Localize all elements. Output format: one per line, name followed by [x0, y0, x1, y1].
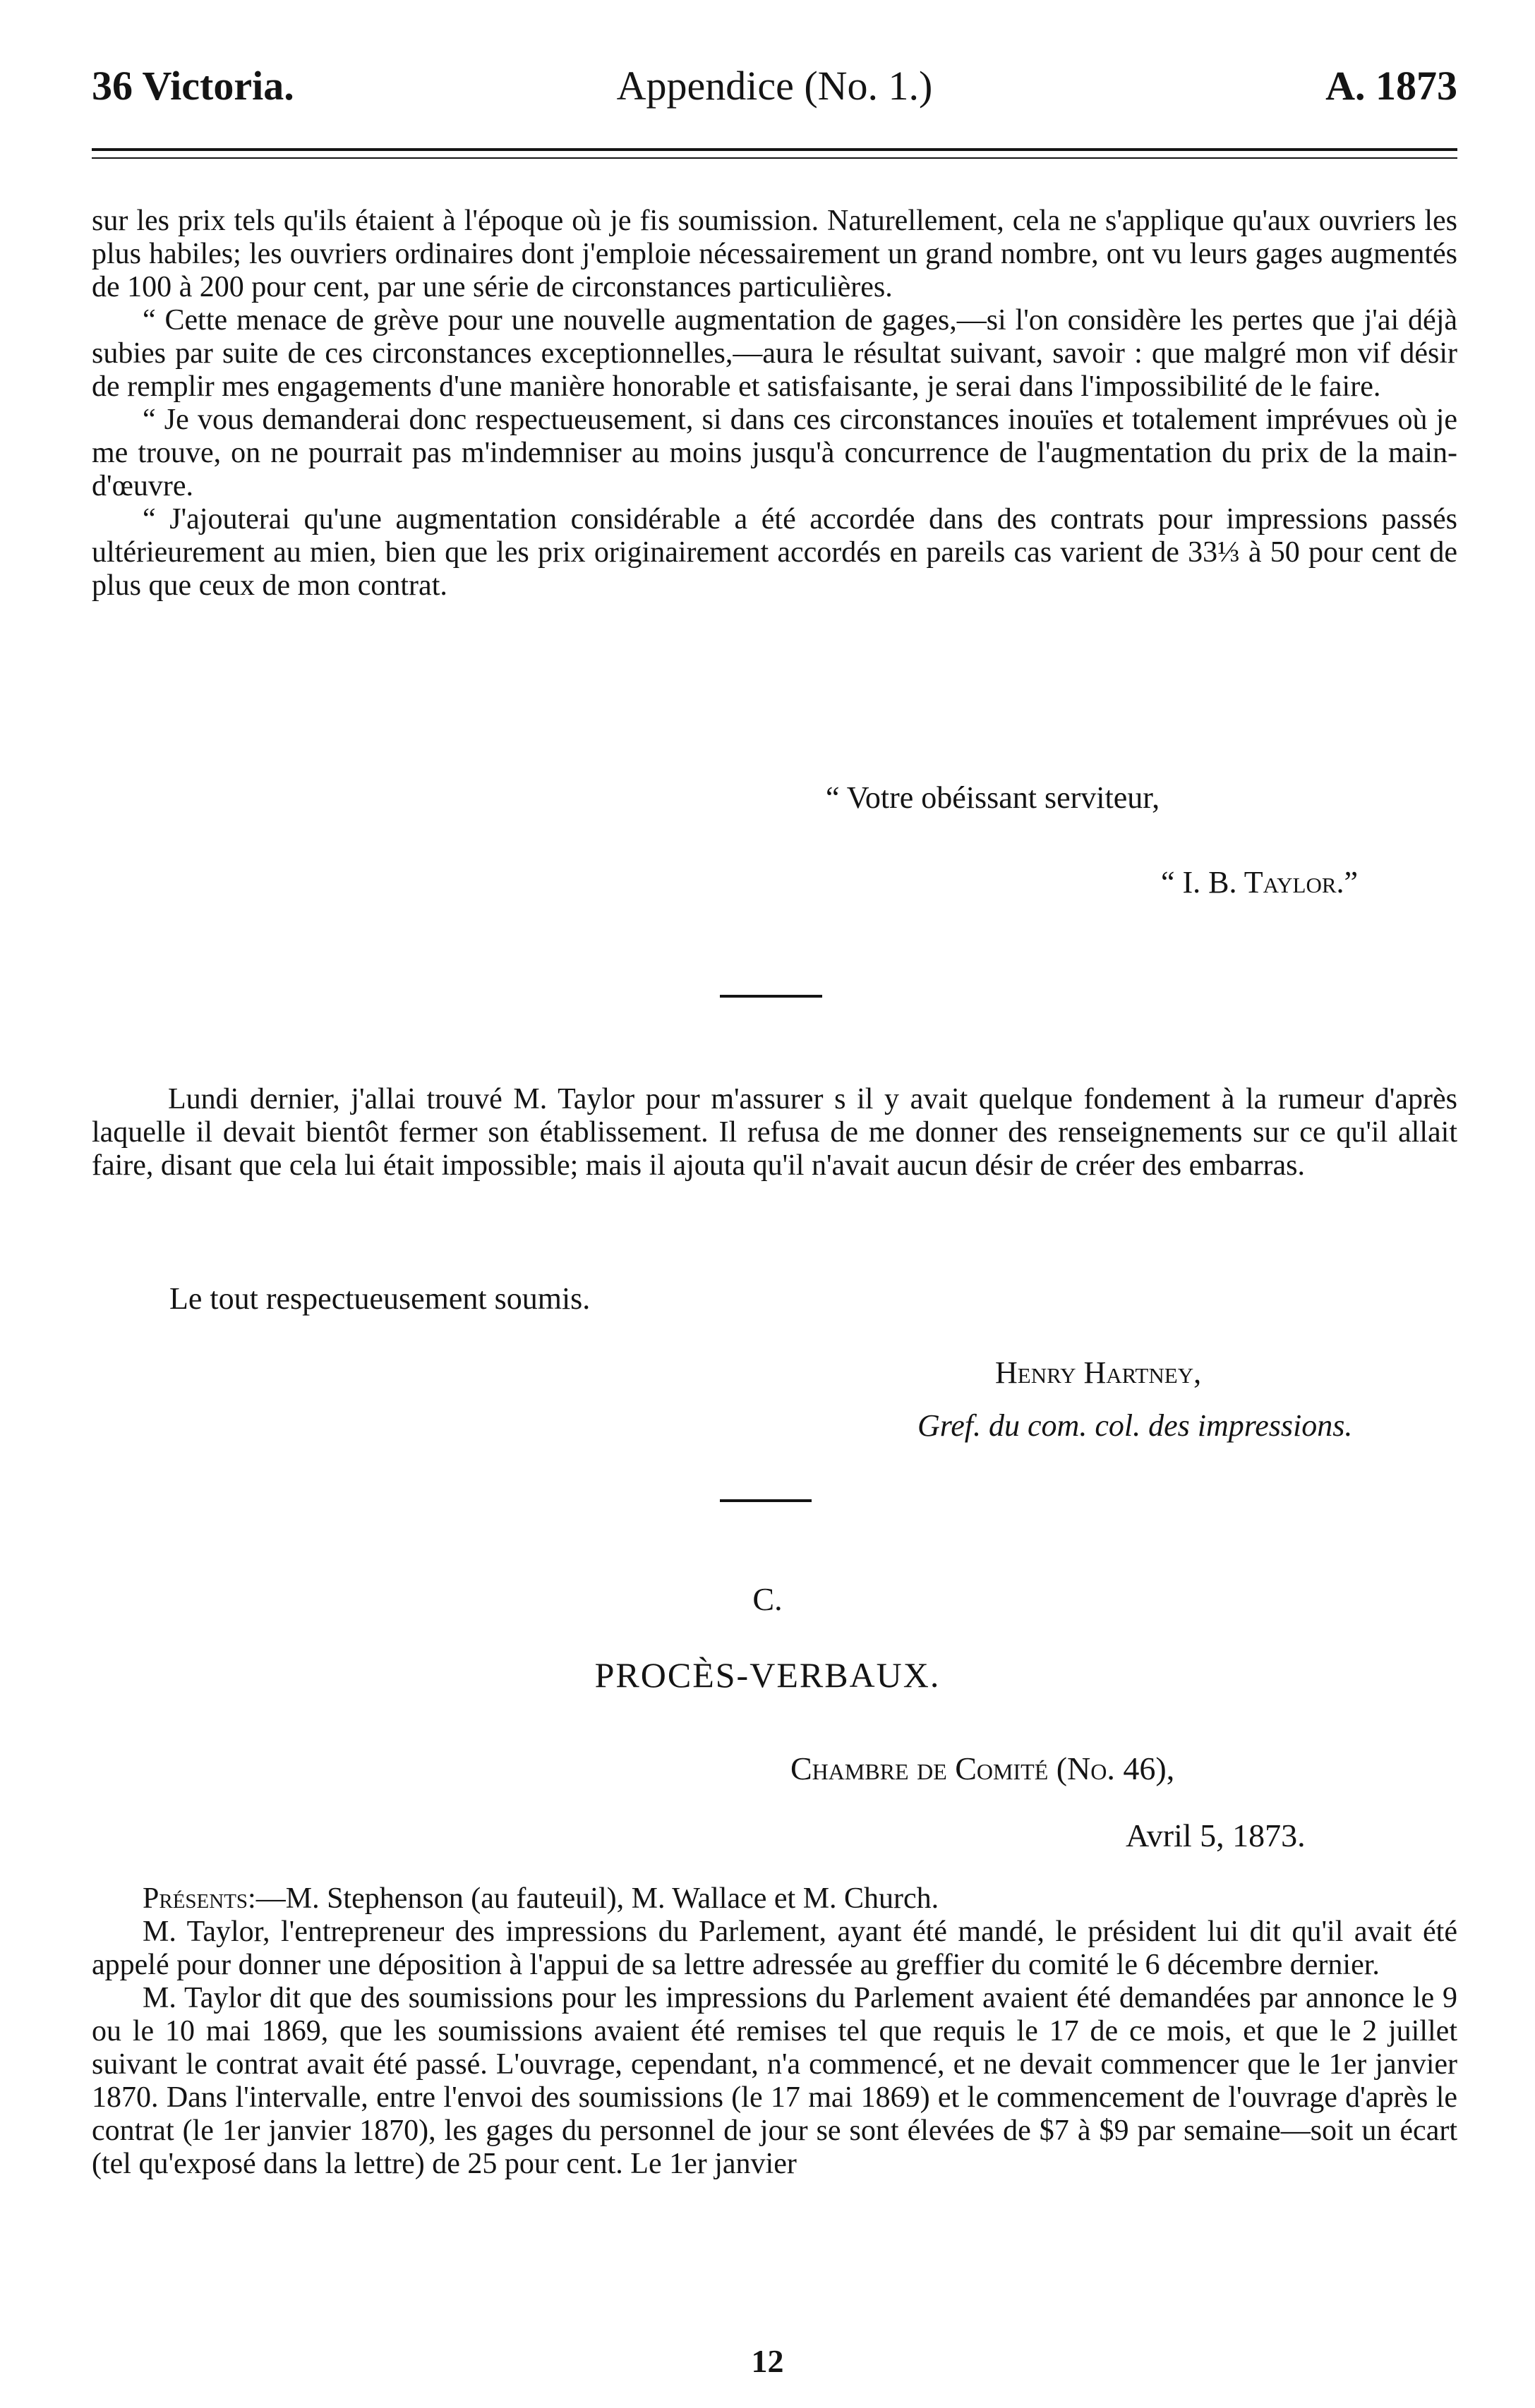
letter-paragraph: “ Je vous demanderai donc respectueusement, si dans ces circonstances inouïes et totalement imprévues où je me trouve, on ne pourrait pas m'indemniser au moins jusqu'à concurrence de l'augmentation du prix de la main-d'œuvre. — [92, 404, 1457, 502]
minutes-paragraph: M. Taylor, l'entrepreneur des impressions du Parlement, ayant été mandé, le président lui dit qu'il avait été appelé pour donner une déposition à l'appui de sa lettre adressée au greffier du comité le 6 décembre dernier. — [92, 1916, 1457, 1981]
page-number: 12 — [751, 2343, 784, 2379]
letter-signature: “ I. B. Taylor.” — [1161, 865, 1359, 900]
header-year: A. 1873 — [1325, 63, 1457, 109]
present-members: —M. Stephenson (au fauteuil), M. Wallace et M. Church. — [255, 1882, 939, 1915]
minutes-paragraph: M. Taylor dit que des soumissions pour les impressions du Parlement avaient été demandées par annonce le 9 ou le 10 mai 1869, que les soumissions avaient été remises tel que requis le 17 de ce mois, et que le 2 juillet suivant le contrat avait été passé. L'ouvrage, cependant, n'a commencé, et ne devait commencer que le 1er janvier 1870. Dans l'intervalle, entre l'envoi des soumissions (le 17 mai 1869) et le commencement de l'ouvrage d'après le contrat (le 1er janvier 1870), les gages du personnel de jour se sont élevées de $7 à $9 par semaine—soit un écart (tel qu'exposé dans la lettre) de 25 pour cent. Le 1er janvier — [92, 1982, 1457, 2180]
minutes-room: Chambre de Comité (No. 46), — [790, 1750, 1175, 1786]
report-paragraph: Lundi dernier, j'allai trouvé M. Taylor pour m'assurer s il y avait quelque fondement à la rumeur d'après laquelle il devait bientôt fermer son établissement. Il refusa de me donner des renseignements sur ce qu'il allait faire, disant que cela lui était impossible; mais il ajouta qu'il n'avait aucun désir de créer des embarras. — [92, 1083, 1457, 1182]
letter-paragraph: “ J'ajouterai qu'une augmentation considérable a été accordée dans des contrats pour impressions passés ultérieurement au mien, bien que les prix originairement accordés en pareils cas varient de 33⅓ à 50 pour cent de plus que ceux de mon contrat. — [92, 503, 1457, 602]
letter-paragraph: sur les prix tels qu'ils étaient à l'époque où je fis soumission. Naturellement, cela ne s'applique qu'aux ouvriers les plus habiles; les ouvriers ordinaires dont j'emploie nécessairement un grand nombre, ont vu leurs gages augmentés de 100 à 200 pour cent, par une série de circonstances particulières. — [92, 205, 1457, 303]
letter-paragraph: “ Cette menace de grève pour une nouvelle augmentation de gages,—si l'on considère les pertes que j'ai déjà subies par suite de ces circonstances exceptionnelles,—aura le résultat suivant, savoir : que malgré mon vif désir de remplir mes engagements d'une manière honorable et satisfaisante, je serai dans l'impossibilité de le faire. — [92, 304, 1457, 403]
header-rule — [92, 148, 1457, 159]
report-body — [92, 1083, 1457, 1182]
running-header — [92, 62, 1457, 119]
minutes-date: Avril 5, 1873. — [1126, 1817, 1306, 1853]
minutes-body — [92, 1882, 1457, 2181]
section-letter: C. — [752, 1581, 783, 1617]
present-label: Présents: — [143, 1882, 256, 1915]
header-appendix: Appendice (No. 1.) — [616, 63, 933, 109]
minutes-present — [92, 1882, 1457, 1916]
section-divider — [720, 995, 822, 998]
letter-closing: “ Votre obéissant serviteur, — [826, 780, 1160, 815]
letter-body — [92, 205, 1457, 603]
report-signer-title: Gref. du com. col. des impressions. — [917, 1408, 1353, 1443]
report-signer-name: Henry Hartney, — [995, 1355, 1202, 1390]
section-divider — [720, 1499, 812, 1502]
header-session: 36 Victoria. — [92, 63, 294, 109]
report-submitted: Le tout respectueusement soumis. — [169, 1281, 591, 1316]
section-title: PROCÈS-VERBAUX. — [594, 1655, 941, 1695]
